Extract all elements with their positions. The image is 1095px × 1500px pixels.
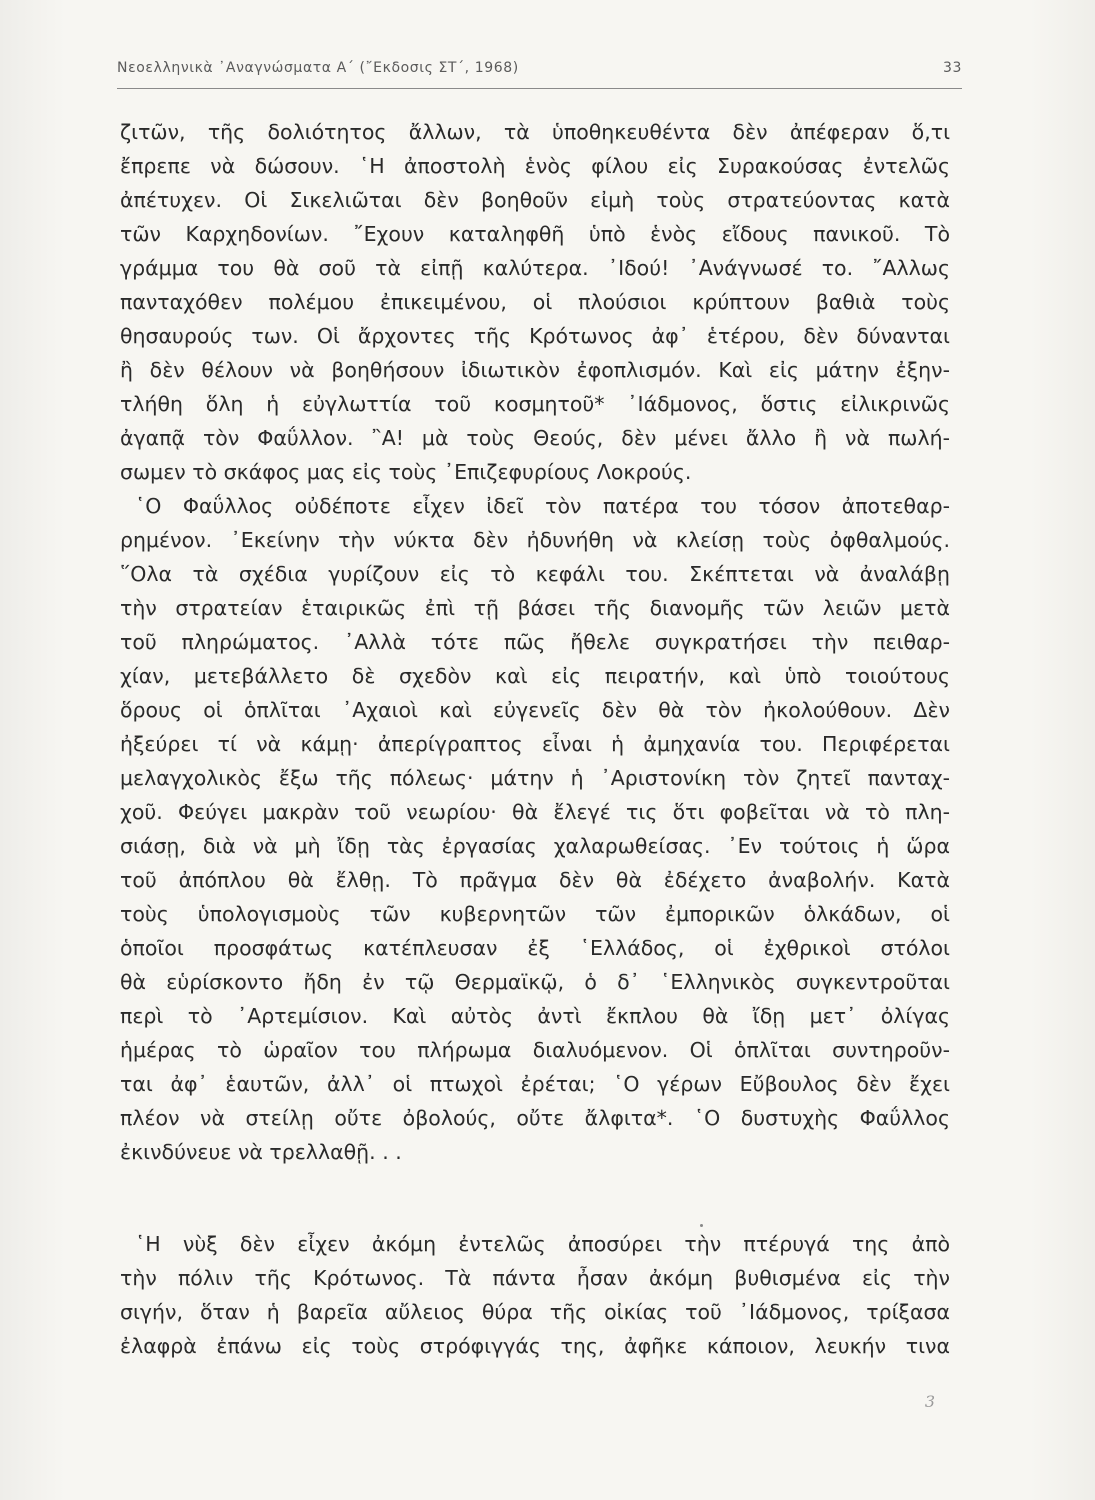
text-line: ἀγαπᾷ τὸν Φαΰλλον. ῍Α! μὰ τοὺς Θεούς, δὲν μένει ἄλλο ἢ νὰ πωλή- xyxy=(120,426,950,450)
text-line: ῾Ο Φαΰλλος οὐδέποτε εἶχεν ἰδεῖ τὸν πατέρα του τόσον ἀποτεθαρ- xyxy=(135,494,950,518)
text-line: ὅρους οἱ ὁπλῖται ᾿Αχαιοὶ καὶ εὐγενεῖς δὲν θὰ τὸν ἠκολούθουν. Δὲν xyxy=(120,698,950,722)
text-line: τοῦ πληρώματος. ᾿Αλλὰ τότε πῶς ἤθελε συγκρατήσει τὴν πειθαρ- xyxy=(120,630,950,654)
text-line: χίαν, μετεβάλλετο δὲ σχεδὸν καὶ εἰς πειρατήν, καὶ ὑπὸ τοιούτους xyxy=(120,664,950,688)
text-line: ται ἀφ᾿ ἑαυτῶν, ἀλλ᾿ οἱ πτωχοὶ ἐρέται; ῾Ο γέρων Εὔβουλος δὲν ἔχει xyxy=(120,1072,950,1096)
header-rule xyxy=(117,88,962,89)
text-line: ἐλαφρὰ ἐπάνω εἰς τοὺς στρόφιγγάς της, ἀφῆκε κάποιον, λευκήν τινα xyxy=(120,1334,950,1358)
text-line: ἔπρεπε νὰ δώσουν. ῾Η ἀποστολὴ ἑνὸς φίλου εἰς Συρακούσας ἐντελῶς xyxy=(120,154,950,178)
footer-signature-mark: 3 xyxy=(924,1392,935,1411)
text-line: τὴν πόλιν τῆς Κρότωνος. Τὰ πάντα ἦσαν ἀκόμη βυθισμένα εἰς τὴν xyxy=(120,1266,950,1290)
running-head-title: Νεοελληνικὰ ᾿Αναγνώσματα Α΄ (῎Εκδοσις ΣΤ΄, 1968) xyxy=(117,60,519,76)
text-line: περὶ τὸ ᾿Αρτεμίσιον. Καὶ αὐτὸς ἀντὶ ἔκπλου θὰ ἴδῃ μετ᾿ ὀλίγας xyxy=(120,1004,950,1028)
text-line: ἢ δὲν θέλουν νὰ βοηθήσουν ἰδιωτικὸν ἐφοπλισμόν. Καὶ εἰς μάτην ἐξην- xyxy=(120,358,950,382)
text-line: ὁποῖοι προσφάτως κατέπλευσαν ἐξ ῾Ελλάδος, οἱ ἐχθρικοὶ στόλοι xyxy=(120,936,950,960)
text-line: ἐκινδύνευε νὰ τρελλαθῇ. . . xyxy=(120,1140,402,1164)
text-line: γράμμα του θὰ σοῦ τὰ εἰπῇ καλύτερα. ᾿Ιδού! ᾿Ανάγνωσέ το. ῎Αλλως xyxy=(120,256,950,280)
text-line: ῾Η νὺξ δὲν εἶχεν ἀκόμη ἐντελῶς ἀποσύρει τὴν πτέρυγά της ἀπὸ xyxy=(135,1232,950,1256)
print-speck xyxy=(700,1224,703,1227)
text-line: σιάσῃ, διὰ νὰ μὴ ἴδῃ τὰς ἐργασίας χαλαρωθείσας. ᾿Εν τούτοις ἡ ὥρα xyxy=(120,834,950,858)
text-line: σιγήν, ὅταν ἡ βαρεῖα αὔλειος θύρα τῆς οἰκίας τοῦ ᾿Ιάδμονος, τρίξασα xyxy=(120,1300,950,1324)
text-line: σωμεν τὸ σκάφος μας εἰς τοὺς ᾿Επιζεφυρίους Λοκρούς. xyxy=(120,460,692,484)
text-line: θὰ εὑρίσκοντο ἤδη ἐν τῷ Θερμαϊκῷ, ὁ δ᾿ ῾Ελληνικὸς συγκεντροῦται xyxy=(120,970,950,994)
text-line: ἠξεύρει τί νὰ κάμῃ· ἀπερίγραπτος εἶναι ἡ ἀμηχανία του. Περιφέρεται xyxy=(120,732,950,756)
text-line: πανταχόθεν πολέμου ἐπικειμένου, οἱ πλούσιοι κρύπτουν βαθιὰ τοὺς xyxy=(120,290,950,314)
text-line: ἡμέρας τὸ ὡραῖον του πλήρωμα διαλυόμενον. Οἱ ὁπλῖται συντηροῦν- xyxy=(120,1038,950,1062)
text-line: μελαγχολικὸς ἔξω τῆς πόλεως· μάτην ἡ ᾿Αριστονίκη τὸν ζητεῖ πανταχ- xyxy=(120,766,950,790)
text-line: ζιτῶν, τῆς δολιότητος ἄλλων, τὰ ὑποθηκευθέντα δὲν ἀπέφεραν ὅ,τι xyxy=(120,120,950,144)
text-line: θησαυρούς των. Οἱ ἄρχοντες τῆς Κρότωνος ἀφ᾿ ἑτέρου, δὲν δύνανται xyxy=(120,324,950,348)
text-line: τοῦ ἀπόπλου θὰ ἔλθῃ. Τὸ πρᾶγμα δὲν θὰ ἐδέχετο ἀναβολήν. Κατὰ xyxy=(120,868,950,892)
text-line: ῞Ολα τὰ σχέδια γυρίζουν εἰς τὸ κεφάλι του. Σκέπτεται νὰ ἀναλάβῃ xyxy=(120,562,950,586)
text-line: χοῦ. Φεύγει μακρὰν τοῦ νεωρίου· θὰ ἔλεγέ τις ὅτι φοβεῖται νὰ τὸ πλη- xyxy=(120,800,950,824)
text-line: τλήθη ὅλη ἡ εὐγλωττία τοῦ κοσμητοῦ* ᾿Ιάδμονος, ὅστις εἰλικρινῶς xyxy=(120,392,950,416)
page-number: 33 xyxy=(942,60,962,76)
text-line: τὴν στρατείαν ἑταιρικῶς ἐπὶ τῇ βάσει τῆς διανομῆς τῶν λειῶν μετὰ xyxy=(120,596,950,620)
running-head xyxy=(117,60,962,86)
text-line: τῶν Καρχηδονίων. ῎Εχουν καταληφθῆ ὑπὸ ἑνὸς εἴδους πανικοῦ. Τὸ xyxy=(120,222,950,246)
text-line: πλέον νὰ στείλῃ οὔτε ὀβολούς, οὔτε ἄλφιτα*. ῾Ο δυστυχὴς Φαΰλλος xyxy=(120,1106,950,1130)
text-line: τοὺς ὑπολογισμοὺς τῶν κυβερνητῶν τῶν ἐμπορικῶν ὁλκάδων, οἱ xyxy=(120,902,950,926)
text-line: ρημένον. ᾿Εκείνην τὴν νύκτα δὲν ἠδυνήθη νὰ κλείσῃ τοὺς ὀφθαλμούς. xyxy=(120,528,950,552)
text-line: ἀπέτυχεν. Οἱ Σικελιῶται δὲν βοηθοῦν εἰμὴ τοὺς στρατεύοντας κατὰ xyxy=(120,188,950,212)
